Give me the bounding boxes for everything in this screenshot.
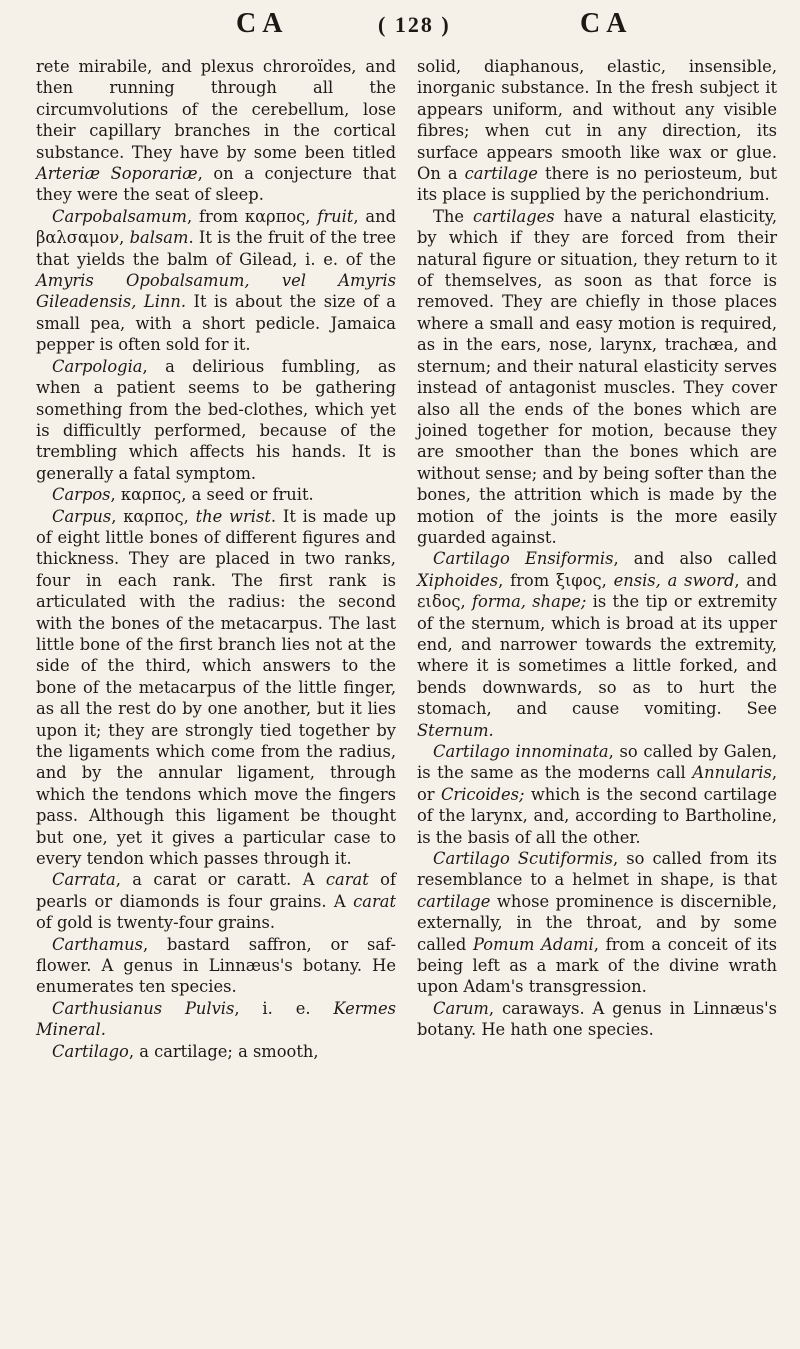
entry-text: , a carat or caratt. A — [115, 870, 326, 890]
italic-term: carat — [325, 870, 369, 890]
entry-paragraph — [36, 998, 396, 1041]
entry-text: , or — [417, 763, 777, 804]
entry-text: , so called from its resemblance to a helmet in shape, is that — [417, 849, 777, 890]
entry-paragraph — [36, 506, 396, 870]
italic-term: the wrist — [195, 506, 271, 526]
italic-term: cartilage — [464, 164, 538, 184]
italic-term: Cartilago Scutiformis — [433, 849, 614, 869]
entry-paragraph — [417, 56, 777, 206]
header-left-guideword: CA — [236, 8, 289, 39]
entry-text: of pearls or diamonds is four grains. A — [36, 870, 396, 911]
italic-term: carat — [353, 891, 396, 911]
entry-text: , on a conjecture that they were the seat of sleep. — [36, 164, 396, 205]
entry-text: which is the second cartilage of the larynx, and, according to Bartholine, is the basis of all the other. — [417, 784, 777, 847]
header-right-guideword: CA — [580, 8, 633, 39]
italic-term: Carum — [433, 998, 489, 1018]
entry-text: , a cartilage; a smooth, — [128, 1041, 319, 1061]
entry-text: rete mirabile, and plexus chroroïdes, and then running through all the circumvolutions of the cerebellum, lose their capillary branches in the cortical substance. They have by some been titled — [36, 57, 396, 162]
italic-term: Carthusianus Pulvis — [52, 998, 235, 1018]
entry-text: , καρπος, — [111, 506, 196, 526]
italic-term: balsam — [129, 228, 189, 248]
italic-term: Arteriæ Soporariæ — [36, 164, 198, 184]
italic-term: cartilages — [472, 206, 555, 226]
entry-text: , i. e. — [234, 998, 334, 1018]
italic-term: Carthamus — [52, 934, 143, 954]
italic-term: ensis, a sword — [613, 570, 735, 590]
entry-text: , and also called — [613, 549, 777, 569]
italic-term: Cartilago innominata — [433, 742, 609, 761]
entry-text: , a delirious fumbling, as when a patient seems to be gathering something from the bed-clothes, which yet is difficultly performed, because of the trembling which affects his hands. It is generally a fatal symptom. — [36, 356, 396, 483]
entry-paragraph — [417, 206, 777, 549]
italic-term: Carpos — [52, 485, 111, 505]
running-header — [0, 8, 800, 48]
right-column — [417, 56, 777, 1041]
left-column — [36, 56, 396, 1062]
italic-term: Sternum. — [417, 720, 494, 740]
entry-text: of gold is twenty-four grains. — [36, 913, 276, 933]
entry-text: have a natural elasticity, by which if they are forced from their natural figure or situation, they return to it of themselves, as soon as that force is removed. They are chiefly in those places where a small and easy motion is required, as in the ears, nose, larynx, trachæa, and sternum; and their natural elasticity serves instead of antagonist muscles. They cover also all the ends of the bones which are joined together for motion, because they are smoother than the bones which are without sense; and by being softer than the bones, the attrition which is made by the motion of the joints is the more easily guarded against. — [417, 206, 777, 547]
entry-paragraph — [36, 484, 396, 505]
italic-term: Carpobalsamum — [52, 206, 187, 226]
entry-text: is the tip or extremity of the sternum, which is broad at its upper end, and narrower towards the extremity, where it is sometimes a little forked, and bends downwards, so as to hurt the stomach, and cause vomiting. See — [417, 592, 777, 719]
page-number: ( 128 ) — [378, 12, 451, 37]
entry-text: , and βαλσαμον, — [36, 206, 396, 248]
entry-text: . It is the fruit of the tree that yields the balm of Gilead, i. e. of the — [36, 228, 396, 269]
entry-text: whose prominence is discernible, externally, in the throat, and by some called — [417, 891, 777, 954]
entry-paragraph — [36, 56, 396, 206]
entry-paragraph — [36, 206, 396, 356]
entry-text: The — [433, 206, 473, 226]
entry-paragraph — [36, 934, 396, 998]
entry-text: , and ειδος, — [417, 570, 777, 612]
entry-text: , from a conceit of its being left as a mark of the divine wrath upon Adam's transgression. — [417, 934, 777, 997]
italic-term: Cartilago — [52, 1041, 129, 1061]
entry-paragraph — [36, 356, 396, 484]
entry-paragraph — [417, 848, 777, 998]
italic-term: Amyris Opobalsamum, vel Amyris Gileadensis, Linn. — [36, 271, 396, 312]
entry-text: , from ξιφος, — [498, 570, 614, 590]
italic-term: forma, shape; — [472, 592, 587, 612]
italic-term: Carpologia — [52, 356, 143, 376]
entry-paragraph — [417, 998, 777, 1041]
italic-term: Pomum Adami — [473, 934, 594, 954]
entry-paragraph — [36, 1041, 396, 1062]
entry-text: , bastard saffron, or saf-flower. A genus in Linnæus's botany. He enumerates ten species. — [36, 934, 396, 997]
entry-text: solid, diaphanous, elastic, insensible, inorganic substance. In the fresh subject it appears uniform, and without any visible fibres; when cut in any direction, its surface appears smooth like wax or glue. On a — [417, 57, 777, 184]
entry-paragraph — [417, 548, 777, 741]
entry-text: , from καρπος, — [186, 206, 318, 226]
entry-text: . It is made up of eight little bones of different figures and thickness. They are placed in two ranks, four in each rank. The first rank is articulated with the radius: the second with the bones of the metacarpus. The last little bone of the first branch lies not at the side of the third, which answers to the bone of the metacarpus of the little finger, as all the rest do by one another, but it lies upon it; they are strongly tied together by the ligaments which come from the radius, and by the annular ligament, through which the tendons which move the fingers pass. Although this ligament be thought but one, yet it gives a particular case to every tendon which passes through it. — [36, 506, 396, 869]
italic-term: Cricoides; — [440, 784, 525, 804]
entry-text: It is about the size of a small pea, with a short pedicle. Jamaica pepper is often sold for it. — [36, 292, 396, 355]
entry-text: , καρπος, a seed or fruit. — [110, 485, 314, 505]
italic-term: Carrata — [52, 870, 116, 890]
entry-paragraph — [36, 869, 396, 933]
italic-term: Kermes Mineral. — [36, 998, 396, 1040]
italic-term: Carpus — [52, 506, 112, 526]
entry-text: there is no periosteum, but its place is supplied by the perichondrium. — [417, 164, 777, 205]
italic-term: Cartilago Ensiformis — [433, 549, 614, 569]
italic-term: cartilage — [417, 891, 491, 911]
entry-paragraph — [417, 741, 777, 848]
entry-text: , caraways. A genus in Linnæus's botany. He hath one species. — [417, 998, 777, 1040]
italic-term: Xiphoides — [417, 570, 499, 590]
italic-term: fruit — [317, 206, 354, 226]
entry-text: , so called by Galen, is the same as the moderns call — [417, 742, 777, 783]
italic-term: Annularis — [692, 763, 772, 783]
